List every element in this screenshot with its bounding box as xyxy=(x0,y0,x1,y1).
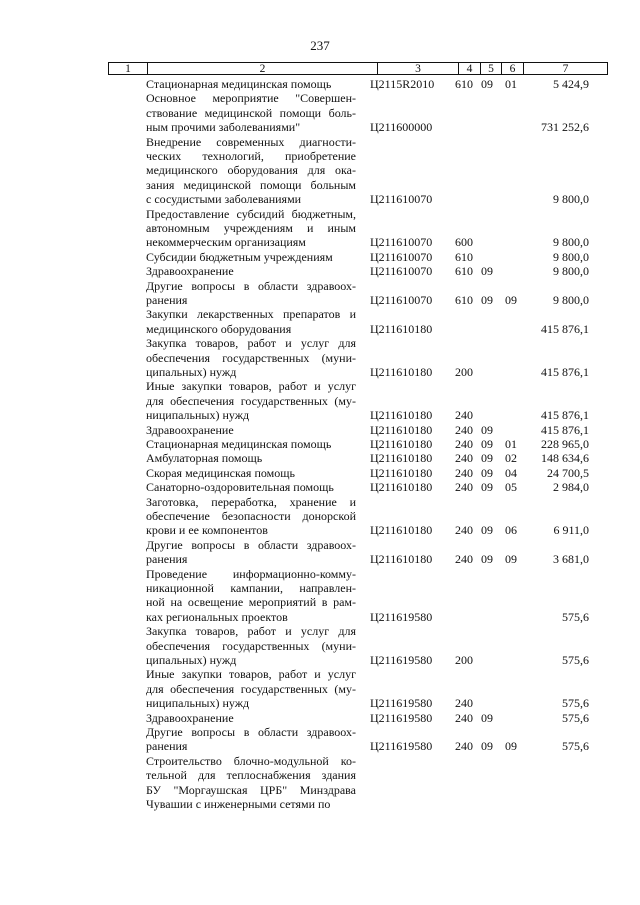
row-name-line: ранения xyxy=(146,739,188,754)
row-code: Ц211610180 xyxy=(370,321,433,336)
row-name-line: ствование медицинской помощи боль- xyxy=(146,105,356,120)
row-name xyxy=(146,307,356,336)
row-amount: 415 876,1 xyxy=(541,321,589,336)
row-name-line: для обеспечения государственных (му- xyxy=(146,681,356,696)
row-amount: 575,6 xyxy=(562,696,589,711)
row-name-line: ческих технологий, приобретение xyxy=(146,148,356,163)
row-expense-type: 240 xyxy=(455,437,473,451)
row-code: Ц211619580 xyxy=(370,609,433,624)
row-section: 09 xyxy=(481,77,493,91)
row-name-line: Амбулаторная помощь xyxy=(146,451,263,466)
row-code: Ц211619580 xyxy=(370,710,433,725)
row-name xyxy=(146,91,356,134)
row-code: Ц211610070 xyxy=(370,249,433,264)
row-name-line: Скорая медицинская помощь xyxy=(146,465,295,480)
row-amount: 415 876,1 xyxy=(541,408,589,423)
row-expense-type: 240 xyxy=(455,451,473,466)
row-code: Ц211610180 xyxy=(370,408,433,423)
row-name xyxy=(146,624,356,667)
row-section: 09 xyxy=(481,465,493,480)
table-row xyxy=(0,336,640,379)
row-section: 09 xyxy=(481,292,493,307)
row-name-line: Закупка товаров, работ и услуг для xyxy=(146,624,356,639)
row-subsection: 01 xyxy=(505,437,517,451)
row-amount: 9 800,0 xyxy=(553,235,589,250)
row-name-line: для обеспечения государственных (му- xyxy=(146,393,356,408)
row-subsection: 02 xyxy=(505,451,517,466)
row-code: Ц211610070 xyxy=(370,264,433,279)
row-expense-type: 200 xyxy=(455,652,473,667)
row-name-line: Строительство блочно-модульной ко- xyxy=(146,753,356,768)
header-col-5: 5 xyxy=(480,63,501,74)
row-name-line: Закупки лекарственных препаратов и xyxy=(146,307,356,322)
row-name xyxy=(146,207,356,250)
row-expense-type: 240 xyxy=(455,523,473,538)
row-name-line: зания медицинской помощи больным xyxy=(146,177,356,192)
row-subsection: 05 xyxy=(505,480,517,495)
row-name-line: ципальных) нужд xyxy=(146,652,237,667)
row-name-line: Другие вопросы в области здравоох- xyxy=(146,537,356,552)
table-row xyxy=(0,711,640,725)
row-code: Ц2115R2010 xyxy=(370,77,435,91)
row-name-line: ниципальных) нужд xyxy=(146,408,250,423)
row-amount: 575,6 xyxy=(562,652,589,667)
row-name xyxy=(146,538,356,567)
row-amount: 2 984,0 xyxy=(553,480,589,495)
row-name-line: Предоставление субсидий бюджетным, xyxy=(146,206,356,221)
row-name xyxy=(146,250,356,264)
row-name xyxy=(146,264,356,278)
row-code: Ц211610180 xyxy=(370,364,433,379)
row-expense-type: 600 xyxy=(455,235,473,250)
table-row xyxy=(0,379,640,422)
row-section: 09 xyxy=(481,710,493,725)
row-code: Ц211610180 xyxy=(370,437,433,451)
row-name-line: автономным учреждениям и иным xyxy=(146,220,356,235)
table-row xyxy=(0,91,640,134)
row-name-line: Иные закупки товаров, работ и услуг xyxy=(146,379,356,394)
row-expense-type: 240 xyxy=(455,696,473,711)
row-name-line: тельной для теплоснабжения здания xyxy=(146,768,356,783)
row-name xyxy=(146,336,356,379)
header-col-6: 6 xyxy=(501,63,523,74)
row-name-line: ранения xyxy=(146,552,188,567)
table-row xyxy=(0,250,640,264)
row-name-line: Иные закупки товаров, работ и услуг xyxy=(146,667,356,682)
header-col-7: 7 xyxy=(523,63,607,74)
row-expense-type: 610 xyxy=(455,77,473,91)
row-code: Ц211610180 xyxy=(370,422,433,437)
row-name-line: ной на освещение мероприятий в рам- xyxy=(146,595,356,610)
table-row xyxy=(0,437,640,451)
row-name-line: Стационарная медицинская помощь xyxy=(146,77,332,91)
table-row xyxy=(0,207,640,250)
row-name-line: Закупка товаров, работ и услуг для xyxy=(146,336,356,351)
row-name xyxy=(146,466,356,480)
row-name-line: обеспечение безопасности донорской xyxy=(146,508,356,523)
row-amount: 9 800,0 xyxy=(553,249,589,264)
row-code: Ц211610180 xyxy=(370,465,433,480)
row-amount: 575,6 xyxy=(562,609,589,624)
row-name xyxy=(146,567,356,625)
row-code: Ц211610070 xyxy=(370,292,433,307)
table-row xyxy=(0,423,640,437)
row-name xyxy=(146,725,356,754)
row-code: Ц211610070 xyxy=(370,192,433,207)
row-amount: 5 424,9 xyxy=(553,77,589,91)
row-section: 09 xyxy=(481,264,493,279)
row-name-line: Проведение информационно-комму- xyxy=(146,566,356,581)
table-row xyxy=(0,135,640,207)
row-name-line: медицинского оборудования для ока- xyxy=(146,163,356,178)
table-header xyxy=(108,62,608,75)
row-expense-type: 240 xyxy=(455,480,473,495)
row-name xyxy=(146,667,356,710)
row-name-line: обеспечения государственных (муни- xyxy=(146,638,356,653)
row-amount: 575,6 xyxy=(562,710,589,725)
row-code: Ц211610070 xyxy=(370,235,433,250)
table-row xyxy=(0,538,640,567)
row-expense-type: 240 xyxy=(455,710,473,725)
row-name-line: медицинского оборудования xyxy=(146,321,292,336)
row-name xyxy=(146,437,356,451)
row-amount: 3 681,0 xyxy=(553,552,589,567)
row-name-line: Здравоохранение xyxy=(146,710,234,725)
row-expense-type: 240 xyxy=(455,422,473,437)
row-name-line: Основное мероприятие "Совершен- xyxy=(146,91,356,106)
row-section: 09 xyxy=(481,480,493,495)
row-expense-type: 610 xyxy=(455,264,473,279)
row-expense-type: 610 xyxy=(455,292,473,307)
row-amount: 24 700,5 xyxy=(547,465,589,480)
row-name-line: некоммерческим организациям xyxy=(146,235,306,250)
row-name-line: ках региональных проектов xyxy=(146,609,288,624)
row-expense-type: 200 xyxy=(455,364,473,379)
table-row xyxy=(0,567,640,625)
row-name-line: ранения xyxy=(146,292,188,307)
row-name xyxy=(146,135,356,207)
row-code: Ц211610180 xyxy=(370,451,433,466)
row-name-line: Субсидии бюджетным учреждениям xyxy=(146,249,333,264)
row-name-line: Другие вопросы в области здравоох- xyxy=(146,278,356,293)
row-name-line: никационной кампании, направлен- xyxy=(146,580,356,595)
table-row xyxy=(0,466,640,480)
row-amount: 228 965,0 xyxy=(541,437,589,451)
row-name xyxy=(146,379,356,422)
row-name-line: ниципальных) нужд xyxy=(146,696,250,711)
row-amount: 731 252,6 xyxy=(541,120,589,135)
row-name xyxy=(146,495,356,538)
table-row xyxy=(0,264,640,278)
row-subsection: 01 xyxy=(505,77,517,91)
row-amount: 575,6 xyxy=(562,739,589,754)
table-row xyxy=(0,451,640,465)
row-code: Ц211610180 xyxy=(370,523,433,538)
row-section: 09 xyxy=(481,422,493,437)
row-name-line: Здравоохранение xyxy=(146,422,234,437)
row-name xyxy=(146,754,356,812)
row-code: Ц211600000 xyxy=(370,120,433,135)
header-col-4: 4 xyxy=(458,63,480,74)
row-subsection: 09 xyxy=(505,292,517,307)
table-row xyxy=(0,754,640,812)
row-code: Ц211619580 xyxy=(370,696,433,711)
table-row xyxy=(0,495,640,538)
row-code: Ц211610180 xyxy=(370,552,433,567)
row-name xyxy=(146,451,356,465)
row-name-line: крови и ее компонентов xyxy=(146,523,268,538)
row-name-line: Заготовка, переработка, хранение и xyxy=(146,494,356,509)
row-section: 09 xyxy=(481,523,493,538)
row-expense-type: 240 xyxy=(455,408,473,423)
row-expense-type: 240 xyxy=(455,739,473,754)
header-col-2: 2 xyxy=(147,63,377,74)
row-name xyxy=(146,711,356,725)
row-section: 09 xyxy=(481,552,493,567)
table-row xyxy=(0,725,640,754)
header-col-1: 1 xyxy=(125,63,131,75)
row-name-line: Стационарная медицинская помощь xyxy=(146,437,332,451)
row-subsection: 09 xyxy=(505,552,517,567)
row-amount: 6 911,0 xyxy=(553,523,589,538)
row-name-line: с сосудистыми заболеваниями xyxy=(146,192,302,207)
table-row xyxy=(0,77,640,91)
row-amount: 148 634,6 xyxy=(541,451,589,466)
row-name-line: обеспечения государственных (муни- xyxy=(146,350,356,365)
row-amount: 9 800,0 xyxy=(553,192,589,207)
row-name xyxy=(146,279,356,308)
row-amount: 415 876,1 xyxy=(541,422,589,437)
page-number: 237 xyxy=(310,38,330,53)
row-subsection: 04 xyxy=(505,465,517,480)
row-expense-type: 240 xyxy=(455,465,473,480)
row-expense-type: 240 xyxy=(455,552,473,567)
header-col-3: 3 xyxy=(377,63,458,74)
row-name-line: Другие вопросы в области здравоох- xyxy=(146,725,356,739)
row-amount: 415 876,1 xyxy=(541,364,589,379)
row-name-line: Здравоохранение xyxy=(146,264,234,279)
row-amount: 9 800,0 xyxy=(553,264,589,279)
row-name-line: Чувашии с инженерными сетями по xyxy=(146,796,331,811)
row-name-line: Внедрение современных диагности- xyxy=(146,134,356,149)
row-amount: 9 800,0 xyxy=(553,292,589,307)
table-row xyxy=(0,667,640,710)
table-row xyxy=(0,279,640,308)
row-name-line: Санаторно-оздоровительная помощь xyxy=(146,480,334,495)
table-row xyxy=(0,624,640,667)
table-row xyxy=(0,307,640,336)
row-name-line: ципальных) нужд xyxy=(146,364,237,379)
row-name xyxy=(146,480,356,494)
row-section: 09 xyxy=(481,437,493,451)
row-expense-type: 610 xyxy=(455,249,473,264)
row-name-line: ным прочими заболеваниями" xyxy=(146,120,301,135)
row-name-line: БУ "Моргаушская ЦРБ" Минздрава xyxy=(146,782,356,797)
row-subsection: 09 xyxy=(505,739,517,754)
table-row xyxy=(0,480,640,494)
row-name xyxy=(146,423,356,437)
row-section: 09 xyxy=(481,451,493,466)
row-subsection: 06 xyxy=(505,523,517,538)
row-code: Ц211619580 xyxy=(370,739,433,754)
row-code: Ц211610180 xyxy=(370,480,433,495)
row-section: 09 xyxy=(481,739,493,754)
row-name xyxy=(146,77,356,91)
row-code: Ц211619580 xyxy=(370,652,433,667)
